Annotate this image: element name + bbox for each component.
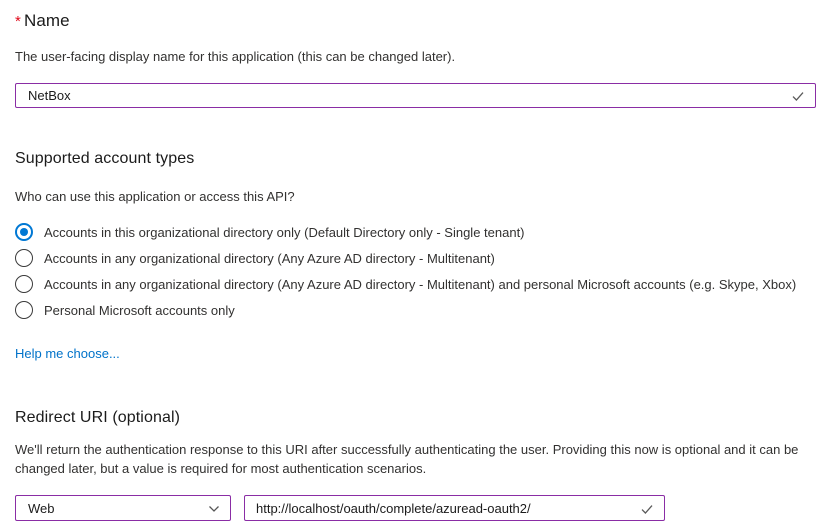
radio-option-personal-only[interactable]	[15, 297, 816, 323]
redirect-uri-input[interactable]	[245, 496, 664, 520]
radio-icon[interactable]	[15, 275, 33, 293]
radio-option-label: Accounts in any organizational directory (Any Azure AD directory - Multitenant)	[44, 250, 495, 266]
name-input[interactable]	[16, 84, 815, 107]
radio-option-multitenant[interactable]	[15, 245, 816, 271]
radio-icon[interactable]	[15, 301, 33, 319]
account-types-heading: Supported account types	[15, 150, 195, 167]
platform-select[interactable]	[15, 495, 231, 521]
account-types-radio-group	[15, 219, 816, 323]
radio-option-label: Accounts in this organizational directory only (Default Directory only - Single tenant)	[44, 224, 525, 240]
redirect-uri-row	[15, 495, 816, 521]
required-asterisk: *	[15, 13, 21, 30]
name-input-container	[15, 83, 816, 108]
radio-icon[interactable]	[15, 249, 33, 267]
radio-option-label: Accounts in any organizational directory (Any Azure AD directory - Multitenant) and personal Microsoft accounts (e.g. Skype, Xbox)	[44, 276, 797, 292]
redirect-uri-description: We'll return the authentication response to this URI after successfully authenticating the user. Providing this now is optional and it can be changed later, but a value is required for most authentication scenarios.	[15, 442, 799, 476]
radio-icon[interactable]	[15, 223, 33, 241]
radio-option-label: Personal Microsoft accounts only	[44, 302, 235, 318]
redirect-uri-input-container	[244, 495, 665, 521]
help-me-choose-link[interactable]: Help me choose...	[15, 346, 120, 361]
platform-select-value: Web	[28, 500, 55, 516]
name-description: The user-facing display name for this application (this can be changed later).	[15, 49, 456, 64]
redirect-uri-heading: Redirect URI (optional)	[15, 409, 181, 426]
radio-option-single-tenant[interactable]	[15, 219, 816, 245]
radio-option-multitenant-personal[interactable]	[15, 271, 816, 297]
account-types-question: Who can use this application or access this API?	[15, 189, 295, 204]
name-heading-label: Name	[23, 11, 70, 30]
name-section-heading	[15, 11, 816, 31]
